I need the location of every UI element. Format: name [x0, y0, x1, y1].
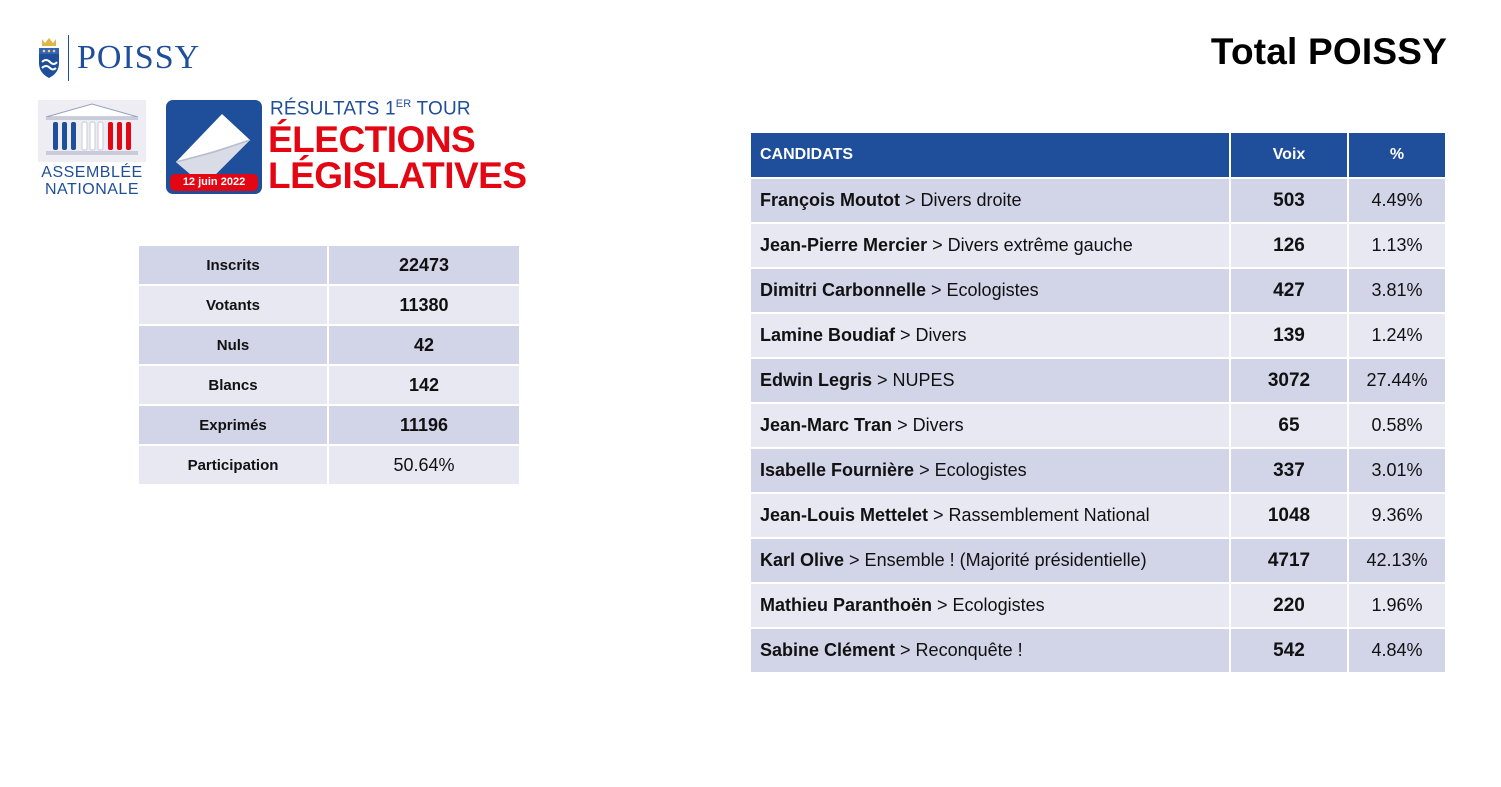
elections-title-line2: LÉGISLATIVES: [268, 155, 527, 196]
stats-row: [139, 325, 519, 365]
table-row: [751, 538, 1445, 583]
candidate-party: > Ecologistes: [932, 595, 1045, 615]
candidate-name: Mathieu Paranthoën: [760, 595, 933, 615]
turnout-stats-table: [139, 246, 519, 486]
page-title: Total POISSY: [1210, 31, 1447, 72]
stats-row: [139, 365, 519, 405]
candidate-party: > Divers extrême gauche: [927, 235, 1133, 255]
stat-label: Participation: [139, 445, 328, 485]
candidate-cell: [751, 628, 1230, 672]
votes-cell: 337: [1230, 448, 1348, 493]
stats-row: [139, 285, 519, 325]
percent-cell: 27.44%: [1348, 358, 1445, 403]
header-votes: Voix: [1230, 133, 1348, 178]
stat-value: 42: [328, 325, 519, 365]
candidate-party: > Ecologistes: [914, 460, 1027, 480]
candidate-party: > Divers: [892, 415, 964, 435]
candidate-name: Edwin Legris: [760, 370, 873, 390]
candidate-name: Isabelle Fournière: [760, 460, 915, 480]
stats-row: [139, 445, 519, 485]
candidate-name: Jean-Louis Mettelet: [760, 505, 929, 525]
candidate-cell: [751, 223, 1230, 268]
city-name: POISSY: [77, 39, 201, 76]
votes-cell: 139: [1230, 313, 1348, 358]
logo-divider: [68, 35, 69, 81]
percent-cell: 9.36%: [1348, 493, 1445, 538]
percent-cell: 1.24%: [1348, 313, 1445, 358]
stat-value: 11196: [328, 405, 519, 445]
candidate-party: > Divers droite: [900, 190, 1022, 210]
stat-label: Nuls: [139, 325, 328, 365]
assembly-text-line1: ASSEMBLÉE: [41, 164, 143, 181]
assembly-building-icon: [38, 100, 146, 162]
stat-value: 11380: [328, 285, 519, 325]
candidate-name: Dimitri Carbonnelle: [760, 280, 927, 300]
assembly-text-line2: NATIONALE: [45, 181, 139, 198]
candidate-cell: [751, 493, 1230, 538]
table-row: [751, 313, 1445, 358]
table-row: [751, 178, 1445, 223]
candidate-results-table: [751, 133, 1445, 672]
candidate-cell: [751, 178, 1230, 223]
candidate-party: > Divers: [895, 325, 967, 345]
candidate-party: > Ensemble ! (Majorité présidentielle): [844, 550, 1147, 570]
candidate-name: Jean-Pierre Mercier: [760, 235, 928, 255]
stat-value: 50.64%: [328, 445, 519, 485]
votes-cell: 542: [1230, 628, 1348, 672]
percent-cell: 1.13%: [1348, 223, 1445, 268]
candidate-cell: [751, 358, 1230, 403]
table-row: [751, 358, 1445, 403]
poissy-logo: [38, 34, 200, 82]
ballot-envelope-icon: [166, 100, 262, 194]
results-header-row: [751, 133, 1445, 178]
stats-row: [139, 246, 519, 285]
percent-cell: 0.58%: [1348, 403, 1445, 448]
results-head-tail: TOUR: [411, 98, 471, 120]
stat-label: Blancs: [139, 365, 328, 405]
candidate-party: > Rassemblement National: [928, 505, 1150, 525]
elections-logo: [166, 98, 526, 198]
elections-title-line1: ÉLECTIONS: [268, 119, 476, 160]
stats-row: [139, 405, 519, 445]
election-date: 12 juin 2022: [170, 174, 258, 191]
city-crest-icon: [38, 37, 60, 79]
candidate-cell: [751, 268, 1230, 313]
votes-cell: 427: [1230, 268, 1348, 313]
stat-value: 142: [328, 365, 519, 405]
table-row: [751, 448, 1445, 493]
results-round-label: [270, 98, 471, 120]
candidate-cell: [751, 448, 1230, 493]
votes-cell: 3072: [1230, 358, 1348, 403]
votes-cell: 220: [1230, 583, 1348, 628]
candidate-party: > Ecologistes: [926, 280, 1039, 300]
table-row: [751, 268, 1445, 313]
percent-cell: 4.84%: [1348, 628, 1445, 672]
candidate-cell: [751, 313, 1230, 358]
percent-cell: 1.96%: [1348, 583, 1445, 628]
table-row: [751, 628, 1445, 672]
candidate-party: > Reconquête !: [895, 640, 1023, 660]
header-candidates: CANDIDATS: [751, 133, 1230, 178]
candidate-cell: [751, 538, 1230, 583]
candidate-cell: [751, 403, 1230, 448]
percent-cell: 3.81%: [1348, 268, 1445, 313]
results-head-sup: ER: [395, 98, 412, 110]
results-head-main: RÉSULTATS 1: [270, 98, 396, 120]
header-percent: %: [1348, 133, 1445, 178]
percent-cell: 4.49%: [1348, 178, 1445, 223]
table-row: [751, 583, 1445, 628]
candidate-name: Lamine Boudiaf: [760, 325, 896, 345]
candidate-name: François Moutot: [760, 190, 900, 210]
table-row: [751, 493, 1445, 538]
votes-cell: 4717: [1230, 538, 1348, 583]
candidate-cell: [751, 583, 1230, 628]
votes-cell: 503: [1230, 178, 1348, 223]
percent-cell: 3.01%: [1348, 448, 1445, 493]
candidate-name: Sabine Clément: [760, 640, 896, 660]
candidate-name: Jean-Marc Tran: [760, 415, 893, 435]
votes-cell: 65: [1230, 403, 1348, 448]
stat-label: Inscrits: [139, 246, 328, 285]
stat-value: 22473: [328, 246, 519, 285]
votes-cell: 126: [1230, 223, 1348, 268]
stat-label: Exprimés: [139, 405, 328, 445]
candidate-name: Karl Olive: [760, 550, 845, 570]
table-row: [751, 403, 1445, 448]
stat-label: Votants: [139, 285, 328, 325]
candidate-party: > NUPES: [872, 370, 955, 390]
table-row: [751, 223, 1445, 268]
percent-cell: 42.13%: [1348, 538, 1445, 583]
assemblee-nationale-logo: [36, 100, 148, 198]
votes-cell: 1048: [1230, 493, 1348, 538]
